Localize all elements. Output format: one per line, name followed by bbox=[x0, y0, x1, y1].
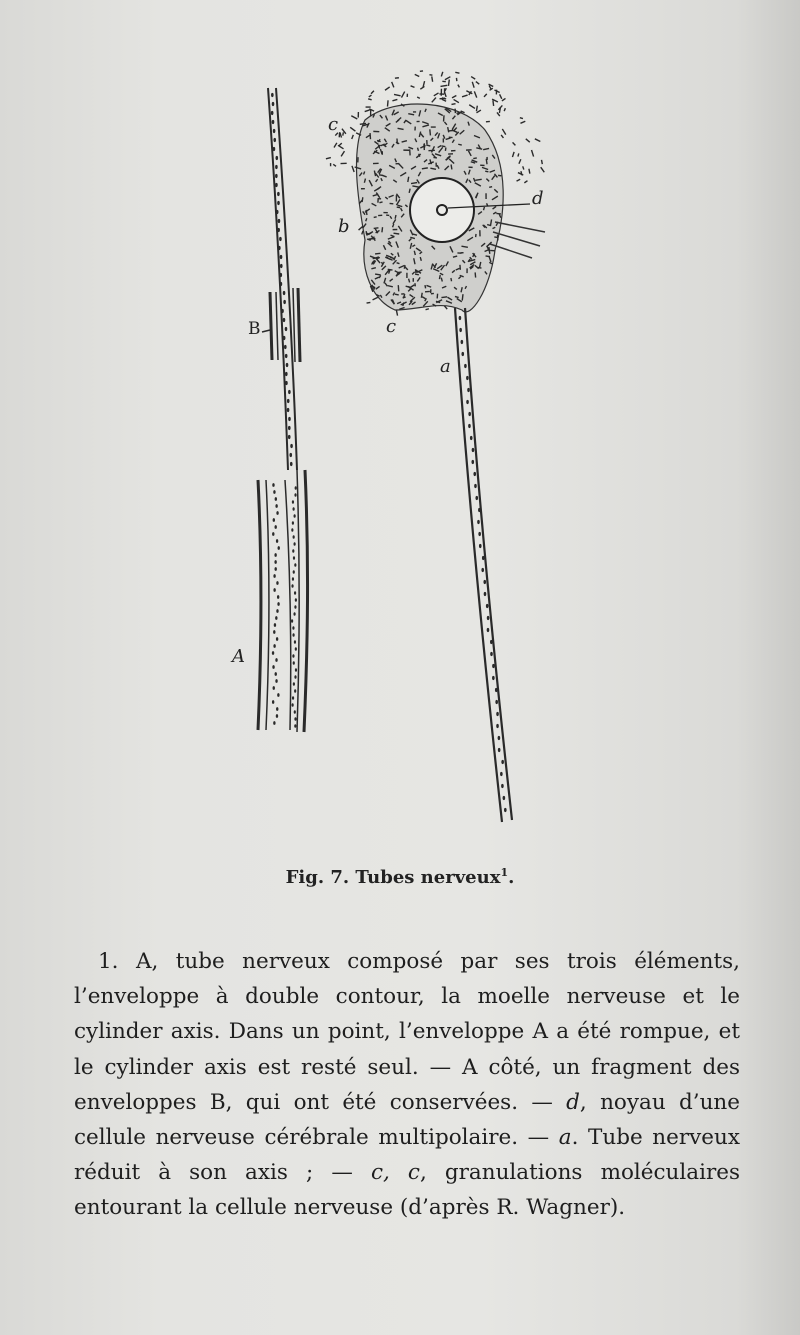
granule-dash bbox=[529, 169, 530, 174]
footnote bbox=[74, 944, 740, 1226]
granule bbox=[285, 381, 288, 385]
granule bbox=[277, 192, 280, 196]
granule-dash bbox=[368, 99, 371, 100]
granule-dash bbox=[416, 269, 417, 273]
granule-dash bbox=[334, 143, 337, 148]
granule bbox=[271, 93, 274, 97]
granule-dash bbox=[445, 77, 450, 80]
granule-dash bbox=[476, 106, 477, 112]
granule bbox=[472, 448, 475, 452]
granule bbox=[468, 412, 471, 416]
granule bbox=[294, 675, 296, 679]
granule-dash bbox=[433, 157, 436, 158]
granule bbox=[272, 651, 274, 655]
granule-dash bbox=[462, 294, 463, 300]
granule bbox=[273, 574, 275, 578]
granule-dash bbox=[392, 99, 397, 100]
granule-dash bbox=[451, 278, 452, 281]
granule bbox=[295, 647, 297, 651]
granule bbox=[283, 300, 286, 304]
granule bbox=[293, 556, 295, 560]
granule-dash bbox=[518, 153, 519, 156]
granule bbox=[280, 255, 283, 259]
granule-dash bbox=[502, 98, 506, 100]
granule-dash bbox=[394, 94, 401, 95]
granule-dash bbox=[473, 158, 477, 159]
granule bbox=[276, 707, 278, 711]
granule bbox=[292, 654, 294, 658]
granule-dash bbox=[350, 127, 355, 131]
granule bbox=[287, 399, 290, 403]
granule bbox=[276, 539, 278, 543]
granule bbox=[498, 736, 501, 740]
granule bbox=[291, 584, 293, 588]
footnote-segment: , granulations moléculaires entourant la cellule nerveuse (d’après R. Wagner). bbox=[74, 1160, 740, 1221]
granule bbox=[500, 772, 503, 776]
granule bbox=[475, 496, 478, 500]
granule bbox=[287, 408, 290, 412]
granule-dash bbox=[362, 197, 363, 202]
granule-dash bbox=[441, 72, 442, 77]
granule-dash bbox=[524, 181, 527, 183]
granule-dash bbox=[359, 226, 363, 230]
granule-dash bbox=[417, 97, 420, 98]
granule bbox=[478, 532, 481, 536]
granule bbox=[293, 507, 295, 511]
granule-dash bbox=[451, 164, 452, 169]
granule-dash bbox=[379, 175, 383, 176]
granule bbox=[294, 514, 296, 518]
granule bbox=[275, 525, 277, 529]
granule-dash bbox=[352, 166, 354, 172]
granule-dash bbox=[441, 278, 442, 282]
granule bbox=[292, 703, 294, 707]
granule-dash bbox=[484, 207, 485, 210]
granule bbox=[467, 388, 470, 392]
granule-dash bbox=[513, 142, 516, 145]
granule-dash bbox=[500, 94, 502, 99]
granule bbox=[285, 354, 288, 358]
granule bbox=[283, 336, 286, 340]
granule bbox=[272, 102, 275, 106]
granule bbox=[496, 712, 499, 716]
granule-dash bbox=[489, 187, 492, 188]
granule-dash bbox=[401, 92, 404, 98]
granule bbox=[292, 633, 294, 637]
granule-dash bbox=[541, 167, 545, 172]
granule bbox=[273, 588, 275, 592]
granule-dash bbox=[532, 150, 534, 157]
granule bbox=[277, 201, 280, 205]
granule bbox=[272, 483, 274, 487]
label-a-lower: a bbox=[440, 356, 451, 377]
granule bbox=[292, 696, 294, 700]
granule bbox=[278, 246, 281, 250]
granule-dash bbox=[442, 99, 446, 101]
figure-caption bbox=[0, 866, 800, 888]
granule bbox=[292, 549, 294, 553]
granule-dash bbox=[439, 275, 440, 279]
granule bbox=[277, 602, 279, 606]
caption-text: Fig. 7. Tubes nerveux bbox=[285, 867, 501, 888]
granule bbox=[276, 581, 278, 585]
granule bbox=[461, 340, 464, 344]
granule-dash bbox=[502, 129, 505, 135]
granule-dash bbox=[520, 121, 525, 123]
granule bbox=[291, 619, 293, 623]
granule-dash bbox=[430, 129, 431, 135]
granule bbox=[293, 542, 295, 546]
granule-dash bbox=[477, 267, 481, 268]
granule bbox=[275, 504, 277, 508]
granule bbox=[292, 626, 294, 630]
granule bbox=[294, 717, 296, 721]
granule bbox=[473, 472, 476, 476]
footnote-segment: , noyau d’une cellule nerveuse cérébrale multipolaire. — bbox=[74, 1089, 740, 1151]
granule-dash bbox=[445, 148, 446, 151]
granule bbox=[294, 605, 296, 609]
granule-dash bbox=[367, 302, 371, 303]
granule bbox=[487, 616, 490, 620]
granule bbox=[271, 111, 274, 115]
granule bbox=[275, 497, 277, 501]
granule-dash bbox=[326, 158, 331, 159]
granule-dash bbox=[523, 166, 524, 169]
granule bbox=[275, 679, 277, 683]
granule-dash bbox=[512, 152, 514, 157]
cell-nucleus bbox=[410, 178, 474, 242]
granule bbox=[289, 453, 292, 457]
granule-dash bbox=[371, 91, 374, 94]
granule-dash bbox=[504, 108, 505, 111]
granule-dash bbox=[442, 98, 446, 99]
granule bbox=[470, 436, 473, 440]
granule-dash bbox=[379, 202, 382, 203]
granule bbox=[274, 553, 276, 557]
granule bbox=[477, 520, 480, 524]
granule bbox=[292, 577, 294, 581]
granule bbox=[275, 165, 278, 169]
granule bbox=[294, 640, 296, 644]
granule bbox=[291, 528, 293, 532]
nerve-tube-a bbox=[258, 88, 308, 732]
granule-dash bbox=[496, 213, 501, 214]
granule-dash bbox=[397, 207, 400, 208]
granule bbox=[482, 556, 485, 560]
granule-dash bbox=[458, 144, 462, 145]
footnote-segment: d bbox=[566, 1089, 580, 1115]
granule bbox=[276, 156, 279, 160]
granule bbox=[276, 637, 278, 641]
granule bbox=[294, 563, 296, 567]
granule bbox=[288, 390, 291, 394]
granule-dash bbox=[418, 148, 419, 151]
granule bbox=[273, 644, 275, 648]
granule-dash bbox=[444, 115, 445, 121]
granule bbox=[273, 721, 275, 725]
granule bbox=[280, 282, 283, 286]
granule-dash bbox=[382, 227, 383, 232]
granule bbox=[275, 658, 277, 662]
granule-dash bbox=[535, 139, 540, 142]
granule bbox=[272, 665, 274, 669]
granule bbox=[273, 518, 275, 522]
granule-dash bbox=[395, 294, 399, 295]
granule-dash bbox=[425, 285, 426, 288]
granule bbox=[285, 327, 288, 331]
granule-dash bbox=[385, 87, 390, 90]
granule bbox=[487, 628, 490, 632]
granule bbox=[273, 147, 276, 151]
footnote-body bbox=[74, 949, 740, 1220]
granule bbox=[294, 689, 296, 693]
granule-dash bbox=[374, 228, 379, 229]
granule-dash bbox=[432, 76, 433, 81]
granule-dash bbox=[362, 231, 363, 235]
footnote-segment: a bbox=[558, 1125, 572, 1151]
footnote-segment: A, tube nerveux composé par ses trois éléments, l’enveloppe à double contour, la moelle nerveuse et le cylinder axis. Dans un point, l’enveloppe A a été rompue, et le cylinder axis est resté seul. — A côté, un fragment des enveloppes B, qui ont été conservées. — bbox=[74, 949, 740, 1115]
granule bbox=[290, 462, 293, 466]
granule bbox=[292, 521, 294, 525]
granule bbox=[501, 760, 504, 764]
label-c-top: c bbox=[328, 114, 339, 135]
granule bbox=[277, 595, 279, 599]
granule bbox=[293, 682, 295, 686]
granule-dash bbox=[415, 274, 419, 275]
granule bbox=[274, 560, 276, 564]
granule bbox=[490, 640, 493, 644]
granule bbox=[275, 567, 277, 571]
granule-dash bbox=[352, 135, 354, 139]
granule-dash bbox=[409, 189, 410, 193]
nerve-cell bbox=[326, 71, 545, 316]
granule-dash bbox=[397, 263, 400, 264]
granule bbox=[295, 668, 297, 672]
granule bbox=[285, 372, 288, 376]
granule bbox=[272, 532, 274, 536]
granule-dash bbox=[442, 146, 446, 147]
granule bbox=[278, 219, 281, 223]
granule-dash bbox=[452, 96, 456, 98]
granule-dash bbox=[448, 80, 449, 86]
caption-note-ref: 1 bbox=[500, 866, 509, 879]
granule bbox=[281, 309, 284, 313]
granule-dash bbox=[415, 74, 419, 76]
granule-dash bbox=[394, 233, 400, 234]
granule bbox=[283, 291, 286, 295]
granule-dash bbox=[373, 297, 378, 299]
granule-dash bbox=[441, 297, 447, 298]
granule-dash bbox=[501, 135, 503, 138]
granule bbox=[294, 710, 296, 714]
granule bbox=[284, 345, 287, 349]
granule bbox=[478, 508, 481, 512]
granule bbox=[276, 210, 279, 214]
granule bbox=[504, 808, 507, 812]
granule bbox=[275, 672, 277, 676]
footnote-segment: c, c bbox=[370, 1160, 420, 1186]
granule bbox=[274, 623, 276, 627]
granule-dash bbox=[426, 309, 429, 310]
granule bbox=[276, 609, 278, 613]
granule bbox=[486, 604, 489, 608]
granule-dash bbox=[485, 171, 488, 172]
granule-dash bbox=[387, 100, 388, 106]
granule bbox=[280, 264, 283, 268]
granule bbox=[279, 237, 282, 241]
granule-dash bbox=[484, 94, 487, 97]
granule bbox=[283, 318, 286, 322]
granule bbox=[483, 580, 486, 584]
granule-dash bbox=[351, 116, 357, 119]
granule-dash bbox=[338, 145, 344, 149]
caption-suffix: . bbox=[508, 867, 515, 888]
granule-dash bbox=[451, 104, 455, 105]
granule bbox=[273, 686, 275, 690]
granule bbox=[501, 784, 504, 788]
granule bbox=[294, 724, 296, 728]
granule bbox=[288, 417, 291, 421]
granule bbox=[288, 426, 291, 430]
label-A: A bbox=[232, 646, 245, 667]
label-c-bottom: c bbox=[386, 316, 397, 337]
granule-dash bbox=[462, 95, 468, 97]
granule-dash bbox=[395, 215, 396, 219]
nerve-tube-a-axis bbox=[455, 308, 512, 822]
granule-dash bbox=[375, 253, 380, 254]
granule bbox=[275, 183, 278, 187]
granule bbox=[272, 700, 274, 704]
granule-dash bbox=[392, 82, 394, 87]
label-d: d bbox=[532, 188, 544, 209]
granule bbox=[288, 435, 291, 439]
granule bbox=[474, 484, 477, 488]
granule-dash bbox=[340, 133, 342, 138]
axon-granules bbox=[459, 316, 507, 812]
granule bbox=[495, 700, 498, 704]
granule bbox=[277, 693, 279, 697]
label-B: B bbox=[248, 319, 261, 339]
granule-dash bbox=[486, 159, 487, 165]
granule bbox=[273, 490, 275, 494]
granule-dash bbox=[423, 81, 425, 87]
granule-dash bbox=[375, 274, 381, 275]
granule bbox=[461, 352, 464, 356]
granule-dash bbox=[476, 82, 479, 85]
granule bbox=[293, 535, 295, 539]
granule-dash bbox=[341, 151, 344, 156]
granule bbox=[276, 714, 278, 718]
granule-dash bbox=[360, 123, 366, 124]
granule bbox=[280, 273, 283, 277]
granule bbox=[293, 570, 295, 574]
granule bbox=[278, 546, 280, 550]
granule bbox=[273, 138, 276, 142]
granule bbox=[459, 316, 462, 320]
granule bbox=[295, 598, 297, 602]
granule bbox=[471, 460, 474, 464]
granule-dash bbox=[429, 75, 432, 76]
granule bbox=[464, 364, 467, 368]
granule-dash bbox=[455, 72, 459, 73]
granule-dash bbox=[411, 183, 417, 184]
granule-dash bbox=[458, 85, 460, 88]
granule-dash bbox=[396, 310, 397, 316]
granule bbox=[273, 630, 275, 634]
granule bbox=[484, 592, 487, 596]
granule bbox=[490, 652, 493, 656]
footnote-segment: . Tube nerveux réduit à son axis ; — bbox=[74, 1125, 740, 1186]
granule-dash bbox=[542, 160, 543, 164]
granule-dash bbox=[434, 93, 439, 96]
granule-dash bbox=[369, 95, 372, 97]
granule bbox=[496, 724, 499, 728]
granule bbox=[286, 363, 289, 367]
granule bbox=[466, 400, 469, 404]
granule bbox=[276, 511, 278, 515]
label-b: b bbox=[338, 216, 350, 237]
granule-dash bbox=[333, 164, 336, 166]
footnote-number: 1. bbox=[98, 949, 119, 974]
granule-dash bbox=[519, 159, 521, 163]
granule bbox=[277, 228, 280, 232]
granule bbox=[290, 444, 293, 448]
granule bbox=[492, 664, 495, 668]
granule bbox=[293, 612, 295, 616]
granule bbox=[468, 424, 471, 428]
granule bbox=[293, 661, 295, 665]
granule bbox=[459, 328, 462, 332]
granule bbox=[275, 616, 277, 620]
granule bbox=[503, 796, 506, 800]
granule-dash bbox=[469, 105, 475, 109]
granule bbox=[479, 544, 482, 548]
granule bbox=[292, 500, 294, 504]
granule bbox=[294, 493, 296, 497]
granule-dash bbox=[365, 110, 370, 112]
granule-dash bbox=[374, 217, 377, 218]
granule-dash bbox=[474, 91, 476, 97]
granule bbox=[495, 688, 498, 692]
granule-dash bbox=[472, 82, 474, 88]
granule bbox=[275, 174, 278, 178]
granule-dash bbox=[432, 98, 436, 103]
granule bbox=[498, 748, 501, 752]
granule-dash bbox=[493, 100, 494, 106]
granule-dash bbox=[411, 86, 415, 88]
granule bbox=[273, 129, 276, 133]
granule bbox=[492, 676, 495, 680]
granule-dash bbox=[520, 118, 523, 119]
granule bbox=[466, 376, 469, 380]
granule bbox=[295, 486, 297, 490]
granule-dash bbox=[517, 179, 521, 181]
granule-dash bbox=[471, 77, 475, 80]
granule-dash bbox=[440, 85, 447, 86]
granule-dash bbox=[343, 132, 344, 135]
granule bbox=[481, 568, 484, 572]
granule-dash bbox=[454, 99, 459, 102]
granule-dash bbox=[422, 168, 428, 169]
granule-dash bbox=[408, 177, 409, 182]
granule-dash bbox=[526, 139, 530, 142]
granule bbox=[272, 120, 275, 124]
granule bbox=[294, 591, 296, 595]
